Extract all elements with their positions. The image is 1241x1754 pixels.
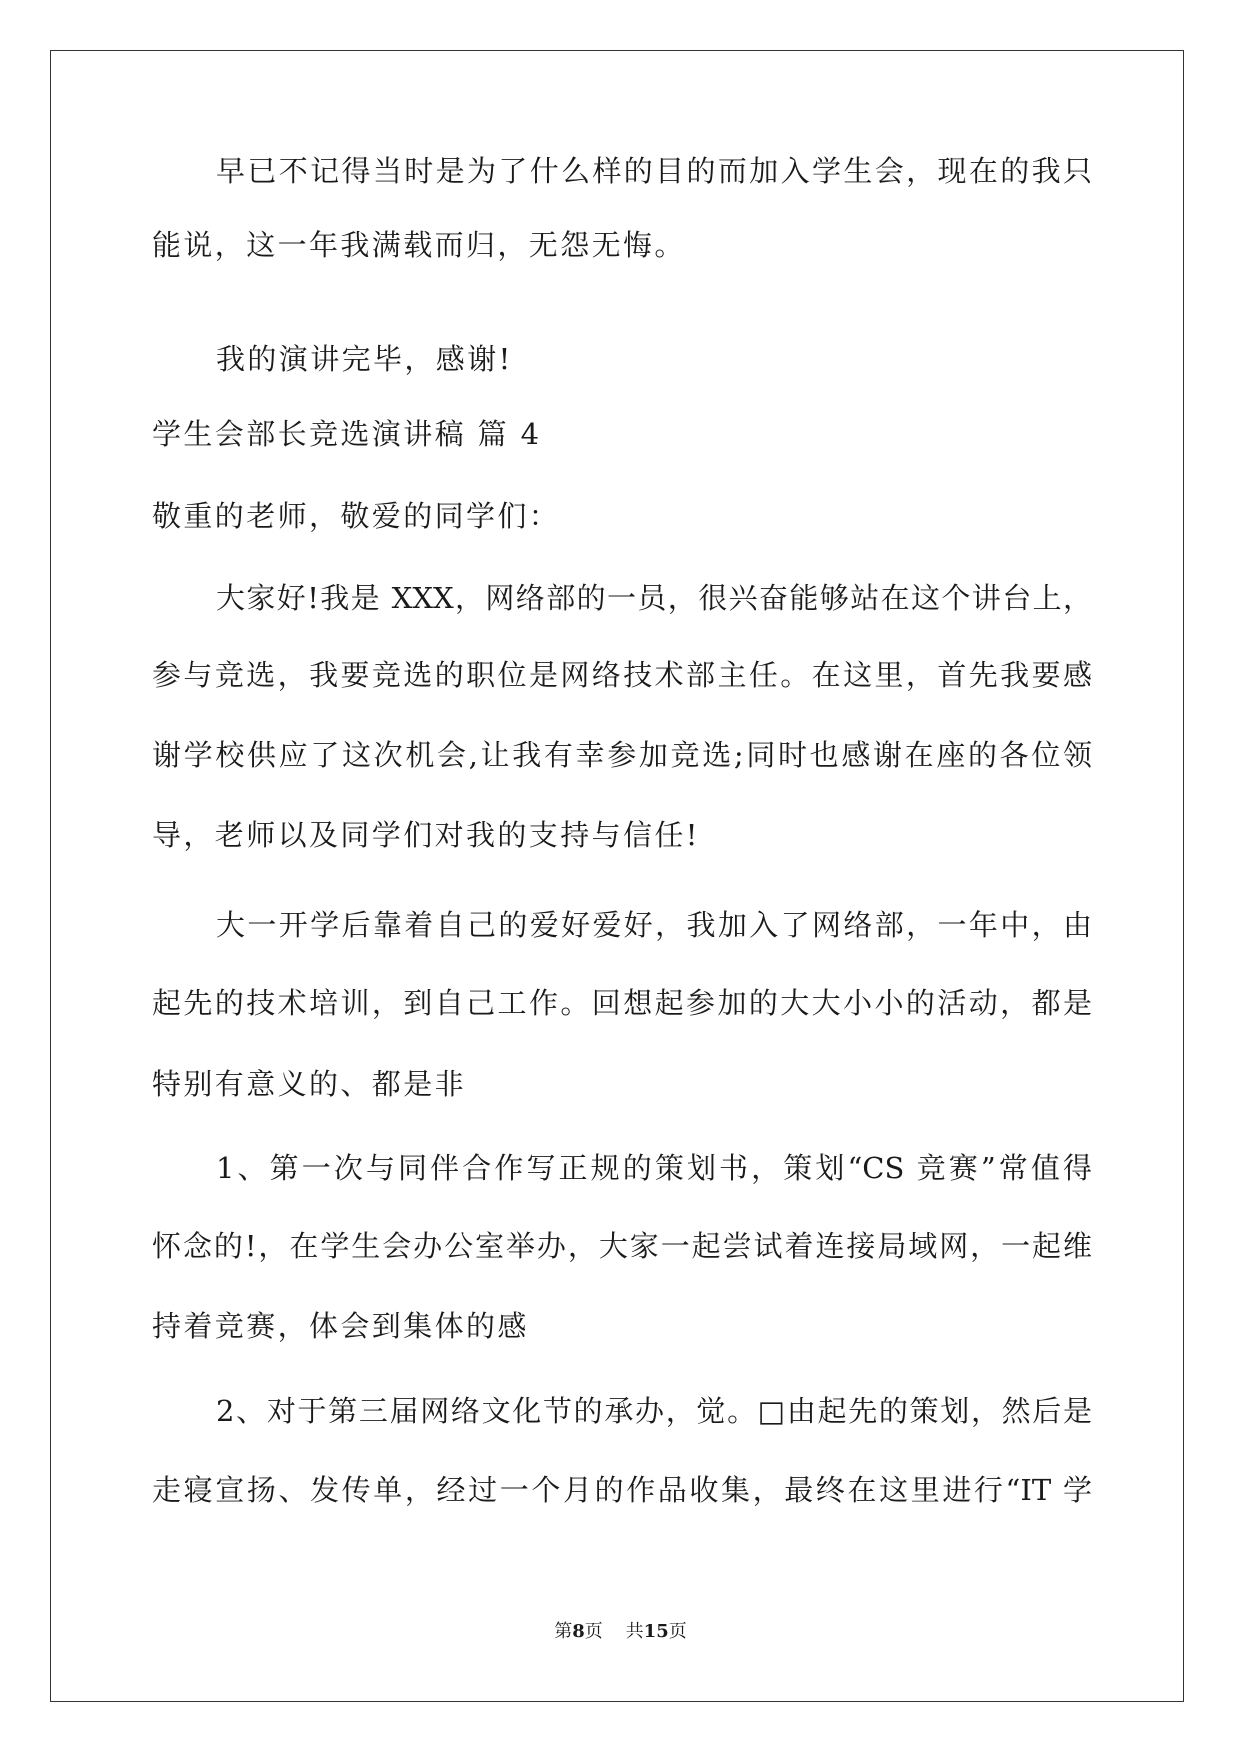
paragraph-line: 导，老师以及同学们对我的支持与信任! [152, 818, 700, 852]
paragraph-line: 起先的技术培训，到自己工作。回想起参加的大大小小的活动，都是 [152, 986, 1092, 1020]
paragraph-line: 怀念的!，在学生会办公室举办，大家一起尝试着连接局域网，一起维 [152, 1229, 1092, 1263]
section-heading: 学生会部长竞选演讲稿 篇 4 [152, 417, 542, 451]
footer-page-number: 8 [572, 1621, 585, 1642]
paragraph-line: 1、第一次与同伴合作写正规的策划书，策划“CS 竞赛”常值得 [216, 1151, 1092, 1185]
paragraph-line: 大家好!我是 XXX，网络部的一员，很兴奋能够站在这个讲台上， [216, 581, 1092, 615]
footer-total-pages: 15 [643, 1621, 669, 1642]
footer-total-unit: 页 [668, 1621, 687, 1642]
paragraph-line: 我的演讲完毕，感谢! [216, 342, 513, 376]
footer-page-unit: 页 [584, 1621, 603, 1642]
footer-page-prefix: 第 [554, 1621, 573, 1642]
paragraph-line: 大一开学后靠着自己的爱好爱好，我加入了网络部，一年中，由 [216, 908, 1092, 942]
paragraph-line: 早已不记得当时是为了什么样的目的而加入学生会，现在的我只 [216, 154, 1092, 188]
salutation: 敬重的老师，敬爱的同学们： [152, 499, 561, 533]
footer-total-prefix: 共 [625, 1621, 644, 1642]
page-footer [0, 1620, 1241, 1644]
paragraph-line: 持着竞赛，体会到集体的感 [152, 1309, 529, 1343]
paragraph-line: 2、对于第三届网络文化节的承办，觉。□由起先的策划，然后是 [216, 1394, 1092, 1428]
paragraph-line: 谢学校供应了这次机会,让我有幸参加竞选;同时也感谢在座的各位领 [152, 738, 1092, 772]
page-border [50, 50, 1184, 1702]
paragraph-line: 参与竞选，我要竞选的职位是网络技术部主任。在这里，首先我要感 [152, 658, 1092, 692]
paragraph-line: 能说，这一年我满载而归，无怨无悔。 [152, 228, 686, 262]
paragraph-line: 特别有意义的、都是非 [152, 1067, 467, 1101]
paragraph-line: 走寝宣扬、发传单，经过一个月的作品收集，最终在这里进行“IT 学 [152, 1473, 1092, 1507]
